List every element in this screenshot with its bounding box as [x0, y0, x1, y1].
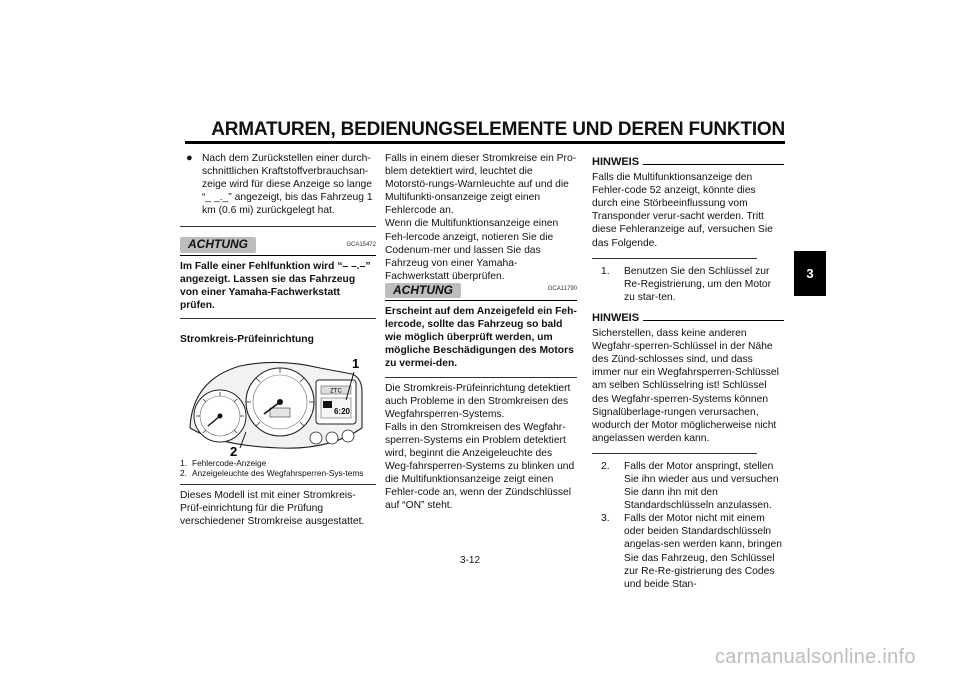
hinweis-rule: [643, 320, 784, 321]
separator: [385, 377, 577, 378]
hinweis-label: HINWEIS: [592, 156, 640, 168]
watermark: carmanualsonline.info: [715, 646, 916, 668]
instrument-cluster-figure: [180, 356, 376, 456]
lcd-label: ZTC: [330, 388, 342, 395]
list-item: 3. Falls der Motor nicht mit einem oder beiden Standardschlüsseln angelas-sen werden kann, bringen Sie das Fahrzeug, den Schlüssel zur Re-Re-gistrierung des Codes und beide Stan-: [601, 513, 782, 590]
warning-rule: [385, 300, 577, 301]
column-middle: [385, 152, 577, 512]
column-left: [180, 152, 376, 528]
callout-1: 1: [352, 356, 360, 372]
warning-header: [385, 283, 577, 298]
warning-text: Erscheint auf dem Anzeigefeld ein Feh-lercode, sollte das Fahrzeug so bald wie möglich überprüft werden, um mögliche Beschädigungen des Motors zu vermei-den.: [385, 306, 577, 370]
bullet-item: [180, 152, 376, 217]
hinweis-label: HINWEIS: [592, 311, 640, 324]
paragraph: Wenn die Multifunktionsanzeige einen Feh-lercode anzeigt, notieren Sie die Codenum-mer und lassen Sie das Fahrzeug von einer Yamaha-Fachwerkstatt überprüfen.: [385, 218, 559, 282]
chapter-tab: 3: [794, 251, 826, 296]
warning-badge: ACHTUNG: [180, 237, 256, 252]
warning-rule: [180, 255, 376, 256]
separator: [180, 484, 376, 485]
hinweis-header: [592, 156, 784, 169]
bullet-dot-icon: ●: [186, 152, 193, 164]
section-heading: Stromkreis-Prüfeinrichtung: [180, 333, 314, 345]
separator: [180, 226, 376, 227]
list-item: 1. Benutzen Sie den Schlüssel zur Re-Registrierung, um den Motor zu star-ten.: [601, 265, 772, 303]
warning-code: GCA11790: [547, 285, 577, 292]
page-number: 3-12: [460, 555, 481, 566]
title-rule: [185, 141, 785, 144]
column-right: [592, 152, 784, 591]
bullet-text: Nach dem Zurückstellen einer durch-schnittlichen Kraftstoffverbrauchsan-zeige wird für diese Anzeige so lange “_ _._” angezeigt, bis das Fahrzeug 1 km (0.6 mi) zurückgelegt hat.: [202, 153, 373, 217]
paragraph: Die Stromkreis-Prüfeinrichtung detektiert auch Probleme in den Stromkreisen des Wegfahrsperren-Systems.: [385, 382, 571, 420]
separator: [592, 453, 757, 454]
paragraph: Falls in den Stromkreisen des Wegfahr-sperren-Systems ein Problem detektiert wird, beginnt die Anzeigeleuchte des Weg-fahrsperren-Systems zu blinken und die Multifunktionsanzeige zeigt einen Fehler-code an, wenn der Zündschlüssel auf “ON” steht.: [385, 421, 575, 512]
list-item: 2. Falls der Motor anspringt, stellen Sie ihn wieder aus und versuchen Sie dann ihn mit den Standardschlüsseln anzulassen.: [601, 460, 779, 512]
lcd-time: 6:20: [333, 407, 351, 417]
warning-text: Im Falle einer Fehlfunktion wird “– –.–” angezeigt. Lassen sie das Fahrzeug von einer Yamaha-Fachwerkstatt prüfen.: [180, 260, 371, 311]
warning-header: [180, 237, 376, 252]
warning-badge: ACHTUNG: [385, 283, 461, 298]
paragraph: Falls in einem dieser Stromkreise ein Pro-blem detektiert wird, leuchtet die Motorstö-rungs-Warnleuchte auf und die Multifunkti-onsanzeige zeigt einen Fehlercode an.: [385, 153, 577, 217]
instrument-cluster-illustration: [180, 356, 376, 456]
hinweis-rule: [643, 164, 784, 165]
figure-captions: [180, 458, 376, 478]
separator: [592, 258, 757, 259]
hinweis-header: [592, 312, 784, 325]
hinweis-text: Sicherstellen, dass keine anderen Wegfahr-sperren-Schlüssel in der Nähe des Zünd-schlosses sind, und dass immer nur ein Wegfahrsperren-Schlüssel am selben Schlüsselring ist! Schlüssel des Wegfahr-sperren-Systems können Signalüberlage-rungen verursachen, wodurch der Motor möglicherweise nicht angelassen werden kann.: [592, 328, 779, 444]
caption-item: 1. Fehlercode-Anzeige: [180, 458, 267, 469]
warning-code: GCA15472: [346, 242, 376, 249]
separator: [180, 318, 376, 319]
paragraph: Dieses Modell ist mit einer Stromkreis-Prüf-einrichtung für die Prüfung verschiedener Stromkreise ausgestattet.: [180, 490, 365, 528]
caption-item: 2. Anzeigeleuchte des Wegfahrsperren-Sys-tems: [180, 468, 364, 479]
hinweis-text: Falls die Multifunktionsanzeige den Fehler-code 52 anzeigt, könnte dies durch eine Störbeeinflussung vom Transponder verur-sacht werden. Tritt diese Fehleranzeige auf, versuchen Sie das Folgende.: [592, 172, 773, 249]
page-title: ARMATUREN, BEDIENUNGSELEMENTE UND DEREN FUNKTION: [211, 119, 785, 140]
callout-2: 2: [230, 444, 238, 457]
